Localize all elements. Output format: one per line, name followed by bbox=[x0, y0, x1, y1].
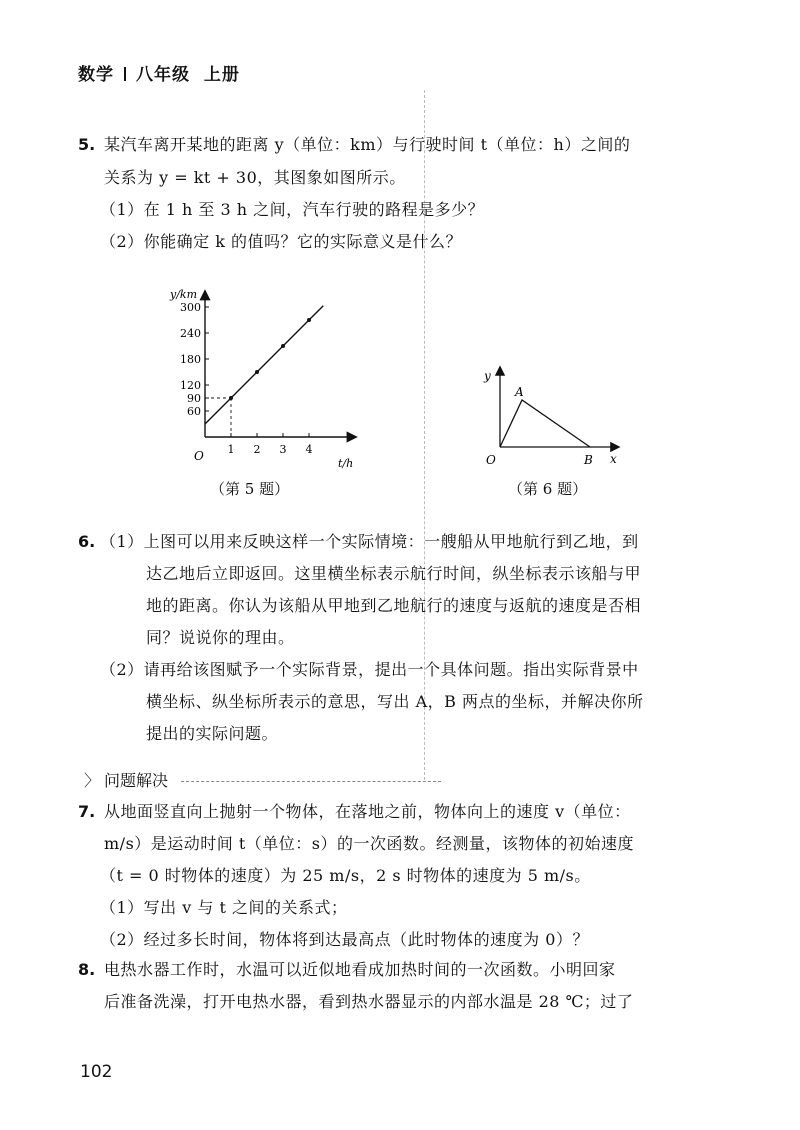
fig6-origin: O bbox=[486, 453, 496, 467]
q6-line-5: （2）请再给该图赋予一个实际背景，提出一个具体问题。指出实际背景中 bbox=[100, 660, 639, 679]
fig6-point-b: B bbox=[584, 453, 593, 467]
fig5-ytick-label: 180 bbox=[180, 353, 201, 367]
q6-line-2: 达乙地后立即返回。这里横坐标表示航行时间，纵坐标表示该船与甲 bbox=[146, 564, 642, 583]
q6-number: 6. bbox=[78, 532, 96, 551]
q5-line-3: （1）在 1 h 至 3 h 之间，汽车行驶的路程是多少？ bbox=[100, 200, 485, 219]
q6-line-6: 横坐标、纵坐标所表示的意思，写出 A，B 两点的坐标，并解决你所 bbox=[146, 692, 644, 711]
fig5-ytick-label: 60 bbox=[187, 405, 201, 419]
q7-line-3: （t = 0 时物体的速度）为 25 m/s，2 s 时物体的速度为 5 m/s。 bbox=[100, 866, 591, 885]
fig5-xtick-label: 1 bbox=[227, 443, 235, 456]
fig5-xlabel: t/h bbox=[338, 457, 354, 470]
figure-5-chart bbox=[150, 280, 370, 475]
q5-line-2: 关系为 y = kt + 30，其图象如图所示。 bbox=[104, 168, 406, 187]
header-volume: 上册 bbox=[203, 65, 240, 85]
figure-6-diagram bbox=[470, 360, 630, 475]
q6-line-1: （1）上图可以用来反映这样一个实际情境：一艘船从甲地航行到乙地，到 bbox=[100, 532, 639, 551]
header-separator bbox=[124, 67, 126, 81]
fig5-ylabel: y/km bbox=[170, 288, 198, 301]
q7-line-4: （1）写出 v 与 t 之间的关系式； bbox=[100, 898, 348, 917]
q5-line-1: 某汽车离开某地的距离 y（单位：km）与行驶时间 t（单位：h）之间的 bbox=[104, 135, 631, 154]
fig5-data-point bbox=[281, 344, 285, 348]
fig6-xlabel: x bbox=[610, 452, 617, 466]
q5-number: 5. bbox=[78, 135, 96, 154]
q5-line-4: （2）你能确定 k 的值吗？它的实际意义是什么？ bbox=[100, 232, 463, 251]
q7-line-2: m/s）是运动时间 t（单位：s）的一次函数。经测量，该物体的初始速度 bbox=[104, 834, 635, 853]
q6-line-7: 提出的实际问题。 bbox=[146, 724, 279, 743]
q6-line-4: 同？说说你的理由。 bbox=[146, 628, 295, 647]
section-arrow-icon: 〉 bbox=[84, 771, 101, 790]
fig5-ytick-label: 120 bbox=[180, 379, 201, 393]
fig5-data-point bbox=[307, 318, 311, 322]
fig5-origin: O bbox=[194, 449, 204, 463]
fig5-xtick-label: 4 bbox=[305, 443, 313, 456]
fig5-xtick-label: 2 bbox=[253, 443, 261, 456]
q7-line-5: （2）经过多长时间，物体将到达最高点（此时物体的速度为 0）？ bbox=[100, 930, 589, 949]
fig5-ytick-label: 240 bbox=[180, 327, 201, 341]
q6-line-3: 地的距离。你认为该船从甲地到乙地航行的速度与返航的速度是否相 bbox=[146, 596, 642, 615]
running-header bbox=[78, 60, 240, 85]
section-rule bbox=[181, 781, 441, 782]
fig6-ylabel: y bbox=[484, 369, 491, 383]
section-heading bbox=[84, 768, 441, 791]
fig5-data-point bbox=[229, 396, 233, 400]
page-number: 102 bbox=[80, 1062, 113, 1082]
fig6-path-oab bbox=[500, 400, 590, 447]
q8-line-2: 后准备洗澡，打开电热水器，看到热水器显示的内部水温是 28 ℃；过了 bbox=[104, 992, 634, 1011]
fig5-data-point bbox=[255, 370, 259, 374]
header-subject: 数学 bbox=[78, 65, 114, 85]
q8-number: 8. bbox=[78, 960, 96, 979]
fig6-caption: （第 6 题） bbox=[508, 480, 588, 498]
q8-line-1: 电热水器工作时，水温可以近似地看成加热时间的一次函数。小明回家 bbox=[104, 960, 616, 979]
fig5-data-line bbox=[205, 306, 323, 424]
header-grade: 八年级 bbox=[136, 65, 190, 85]
fig5-caption: （第 5 题） bbox=[210, 480, 290, 498]
fig5-ytick-label: 90 bbox=[187, 392, 201, 406]
fig5-ytick-label: 300 bbox=[180, 301, 201, 315]
q7-line-1: 从地面竖直向上抛射一个物体，在落地之前，物体向上的速度 v（单位： bbox=[104, 802, 631, 821]
q7-number: 7. bbox=[78, 802, 96, 821]
fig6-point-a: A bbox=[515, 385, 524, 399]
section-title: 问题解决 bbox=[104, 771, 169, 790]
fig5-xtick-label: 3 bbox=[279, 443, 287, 456]
